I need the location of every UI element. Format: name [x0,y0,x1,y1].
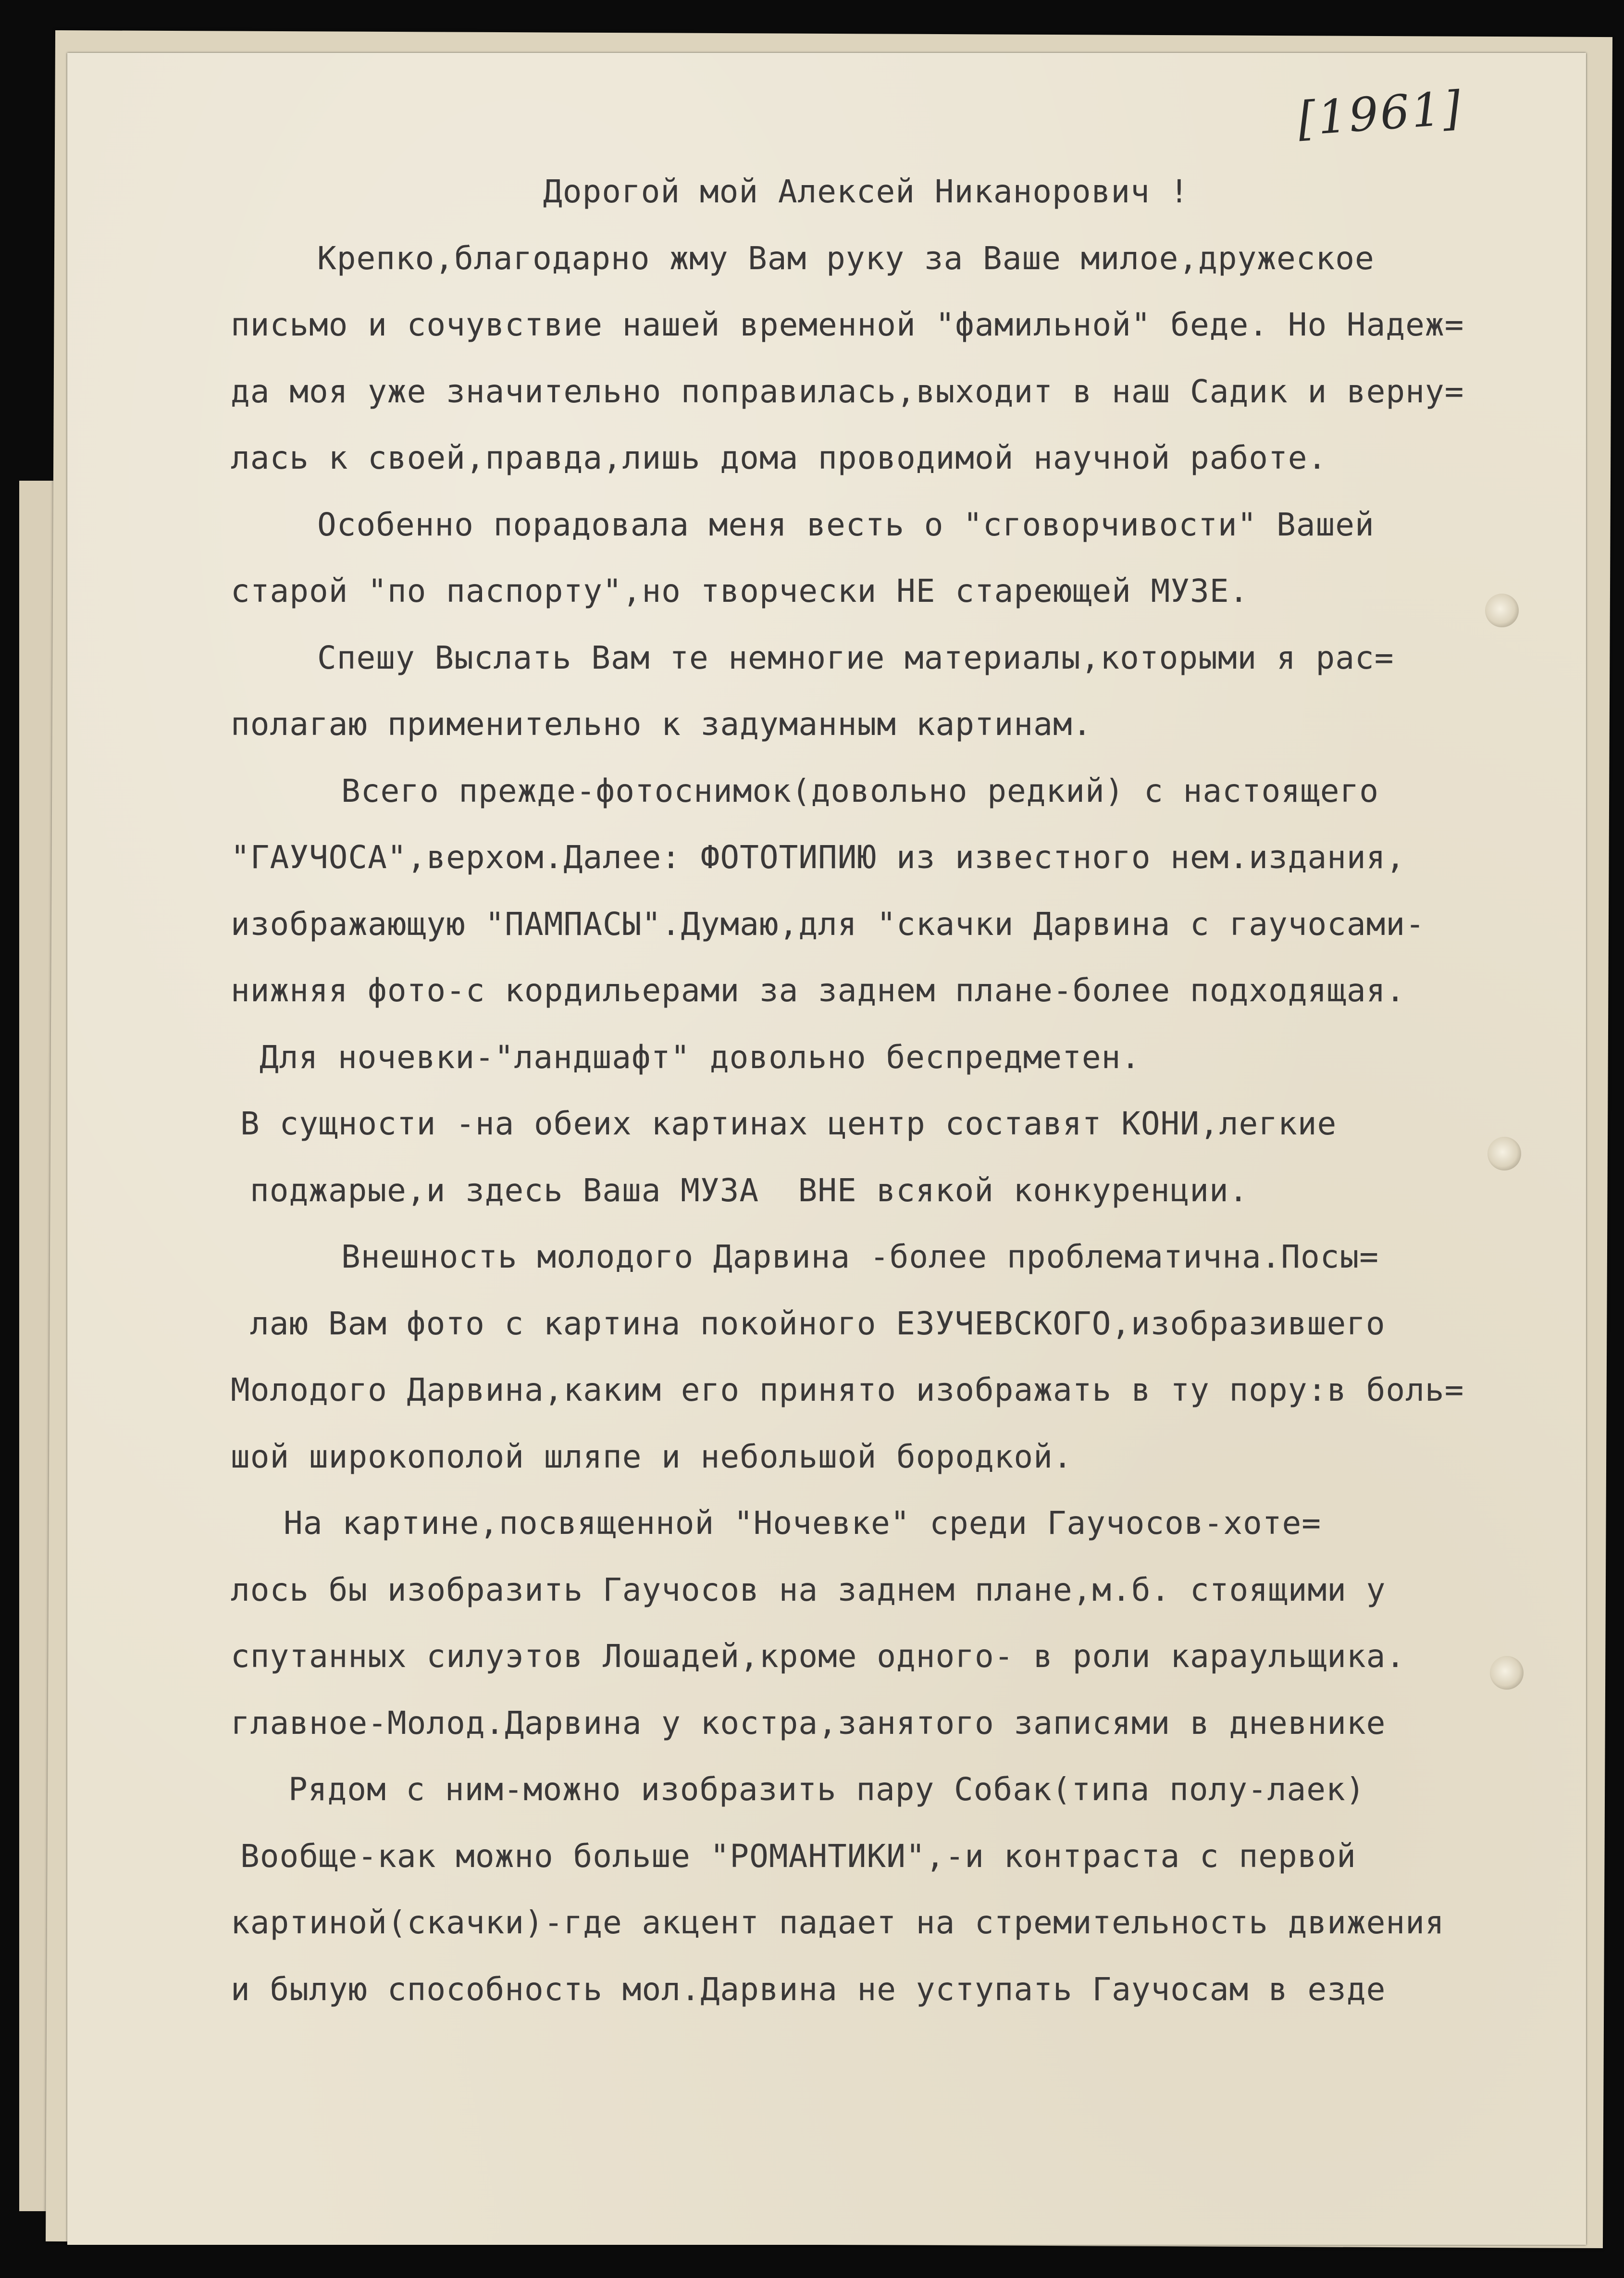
text-line: старой "по паспорту",но творчески НЕ стареющей МУЗЕ. [231,573,1249,610]
text-line: главное-Молод.Дарвина у костра,занятого записями в дневнике [231,1704,1386,1742]
text-line: Рядом с ним-можно изобразить пару Собак(типа полу-лаек) [288,1771,1365,1808]
text-line: спутанных силуэтов Лошадей,кроме одного- в роли караульщика. [231,1638,1406,1675]
greeting: Дорогой мой Алексей Никанорович ! [543,173,1190,210]
text-line: лось бы изобразить Гаучосов на заднем плане,м.б. стоящими у [231,1571,1386,1608]
text-line: Крепко,благодарно жму Вам руку за Ваше милое,дружеское [317,239,1375,277]
text-line: и былую способность мол.Дарвина не уступать Гаучосам в езде [231,1970,1386,2008]
text-line: полагаю применительно к задуманным картинам. [231,706,1092,743]
text-line: Вообще-как можно больше "РОМАНТИКИ",-и контраста с первой [240,1837,1356,1875]
text-line: картиной(скачки)-где акцент падает на стремительность движения [231,1904,1445,1941]
text-line: Для ночевки-"ландшафт" довольно беспредметен. [260,1038,1141,1076]
text-line: шой широкополой шляпе и небольшой бородкой. [231,1438,1073,1475]
letter-page [67,53,1586,2245]
text-line: письмо и сочувствие нашей временной "фамильной" беде. Но Надеж= [231,306,1464,343]
text-line: "ГАУЧОСА",верхом.Далее: ФОТОТИПИЮ из известного нем.издания, [231,839,1406,876]
text-line: Особенно порадовала меня весть о "сговорчивости" Вашей [317,506,1375,543]
text-line: нижняя фото-с кордильерами за заднем плане-более подходящая. [231,972,1406,1009]
letter-body [231,159,1576,2023]
text-line: Молодого Дарвина,каким его принято изображать в ту пору:в боль= [231,1371,1464,1408]
text-line: В сущности -на обеих картинах центр составят КОНИ,легкие [240,1105,1337,1142]
text-line: поджарые,и здесь Ваша МУЗА ВНЕ всякой конкуренции. [250,1171,1249,1209]
text-line: лаю Вам фото с картина покойного ЕЗУЧЕВСКОГО,изобразившего [250,1305,1386,1342]
text-line: изображающую "ПАМПАСЫ".Думаю,для "скачки Дарвина с гаучосами- [231,905,1425,943]
text-line: Всего прежде-фотоснимок(довольно редкий) с настоящего [341,772,1379,809]
text-line: Спешу Выслать Вам те немногие материалы,которыми я рас= [317,639,1394,676]
text-line: На картине,посвященной "Ночевке" среди Гаучосов-хоте= [284,1505,1321,1542]
text-line: лась к своей,правда,лишь дома проводимой научной работе. [231,439,1327,476]
text-line: Внешность молодого Дарвина -более проблематична.Посы= [341,1238,1379,1275]
archive-number: [1961] [1296,81,1464,146]
text-line: да моя уже значительно поправилась,выходит в наш Садик и верну= [231,373,1464,410]
